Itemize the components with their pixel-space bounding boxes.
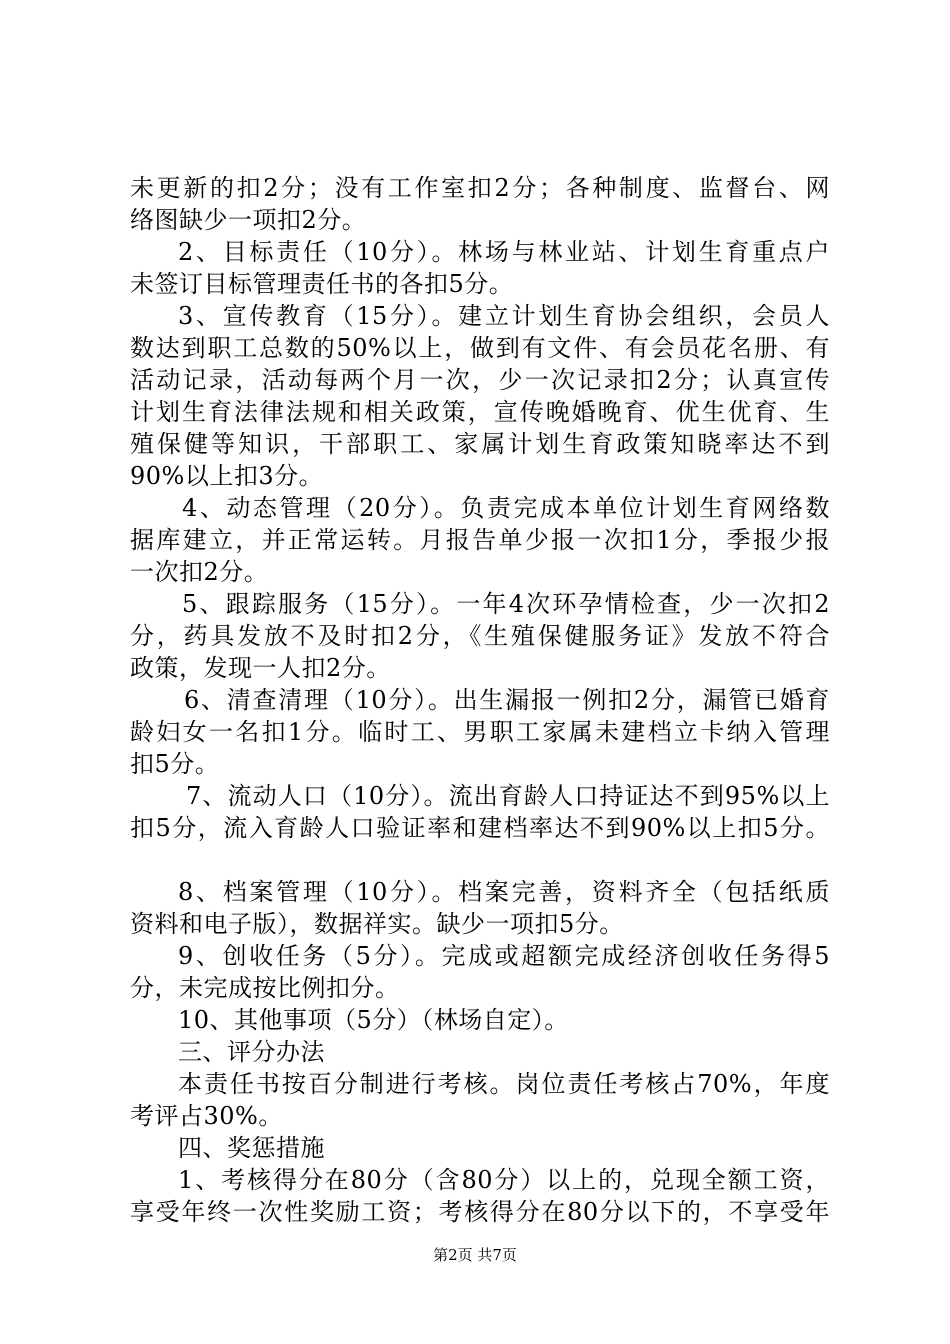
text-line: 一次扣2分。: [130, 558, 269, 586]
text-line: 考评占30%。: [130, 1102, 283, 1130]
text-line: 络图缺少一项扣2分。: [130, 206, 367, 234]
page-number-label: 第2页 共7页: [433, 1246, 517, 1264]
text-line: 政策，发现一人扣2分。: [130, 654, 391, 682]
text-line: 分，未完成按比例扣分。: [130, 974, 400, 1002]
text-line: 三、评分办法: [178, 1038, 325, 1066]
text-line: 4、动态管理（20分）。负责完成本单位计划生育网络数: [182, 494, 830, 522]
text-line: 资料和电子版），数据祥实。缺少一项扣5分。: [130, 910, 624, 938]
text-line: 本责任书按百分制进行考核。岗位责任考核占70%，年度: [178, 1070, 830, 1098]
text-line: 分，药具发放不及时扣2分，《生殖保健服务证》发放不符合: [130, 622, 830, 650]
text-line: 活动记录，活动每两个月一次，少一次记录扣2分；认真宣传: [130, 366, 830, 394]
text-line: 6、清查清理（10分）。出生漏报一例扣2分，漏管已婚育: [184, 686, 830, 714]
text-line: 据库建立，并正常运转。月报告单少报一次扣1分，季报少报: [130, 526, 830, 554]
text-line: 殖保健等知识，干部职工、家属计划生育政策知晓率达不到: [130, 430, 830, 458]
text-line: 1、考核得分在80分（含80分）以上的，兑现全额工资，: [178, 1166, 830, 1194]
text-line: 10、其他事项（5分）（林场自定）。: [178, 1006, 569, 1034]
text-line: 四、奖惩措施: [178, 1134, 325, 1162]
document-body: [130, 172, 830, 1228]
text-line: 2、目标责任（10分）。林场与林业站、计划生育重点户: [178, 238, 830, 266]
page-footer: [0, 1244, 950, 1265]
text-line: 龄妇女一名扣1分。临时工、男职工家属未建档立卡纳入管理: [130, 718, 830, 746]
blank-line: [130, 844, 830, 876]
text-line: 数达到职工总数的50%以上，做到有文件、有会员花名册、有: [130, 334, 830, 362]
text-line: 享受年终一次性奖励工资；考核得分在80分以下的，不享受年: [130, 1198, 830, 1226]
text-line: 计划生育法律法规和相关政策，宣传晚婚晚育、优生优育、生: [130, 398, 830, 426]
text-line: 扣5分，流入育龄人口验证率和建档率达不到90%以上扣5分。: [130, 814, 830, 842]
text-line: 未更新的扣2分；没有工作室扣2分；各种制度、监督台、网: [130, 174, 830, 202]
text-line: 扣5分。: [130, 750, 220, 778]
text-line: 7、流动人口（10分）。流出育龄人口持证达不到95%以上: [186, 782, 830, 810]
text-line: 8、档案管理（10分）。档案完善，资料齐全（包括纸质: [178, 878, 830, 906]
text-line: 90%以上扣3分。: [130, 462, 324, 490]
text-line: 未签订目标管理责任书的各扣5分。: [130, 270, 514, 298]
text-line: 9、创收任务（5分）。完成或超额完成经济创收任务得5: [178, 942, 830, 970]
text-line: 5、跟踪服务（15分）。一年4次环孕情检查，少一次扣2: [182, 590, 830, 618]
text-line: 3、宣传教育（15分）。建立计划生育协会组织，会员人: [178, 302, 830, 330]
